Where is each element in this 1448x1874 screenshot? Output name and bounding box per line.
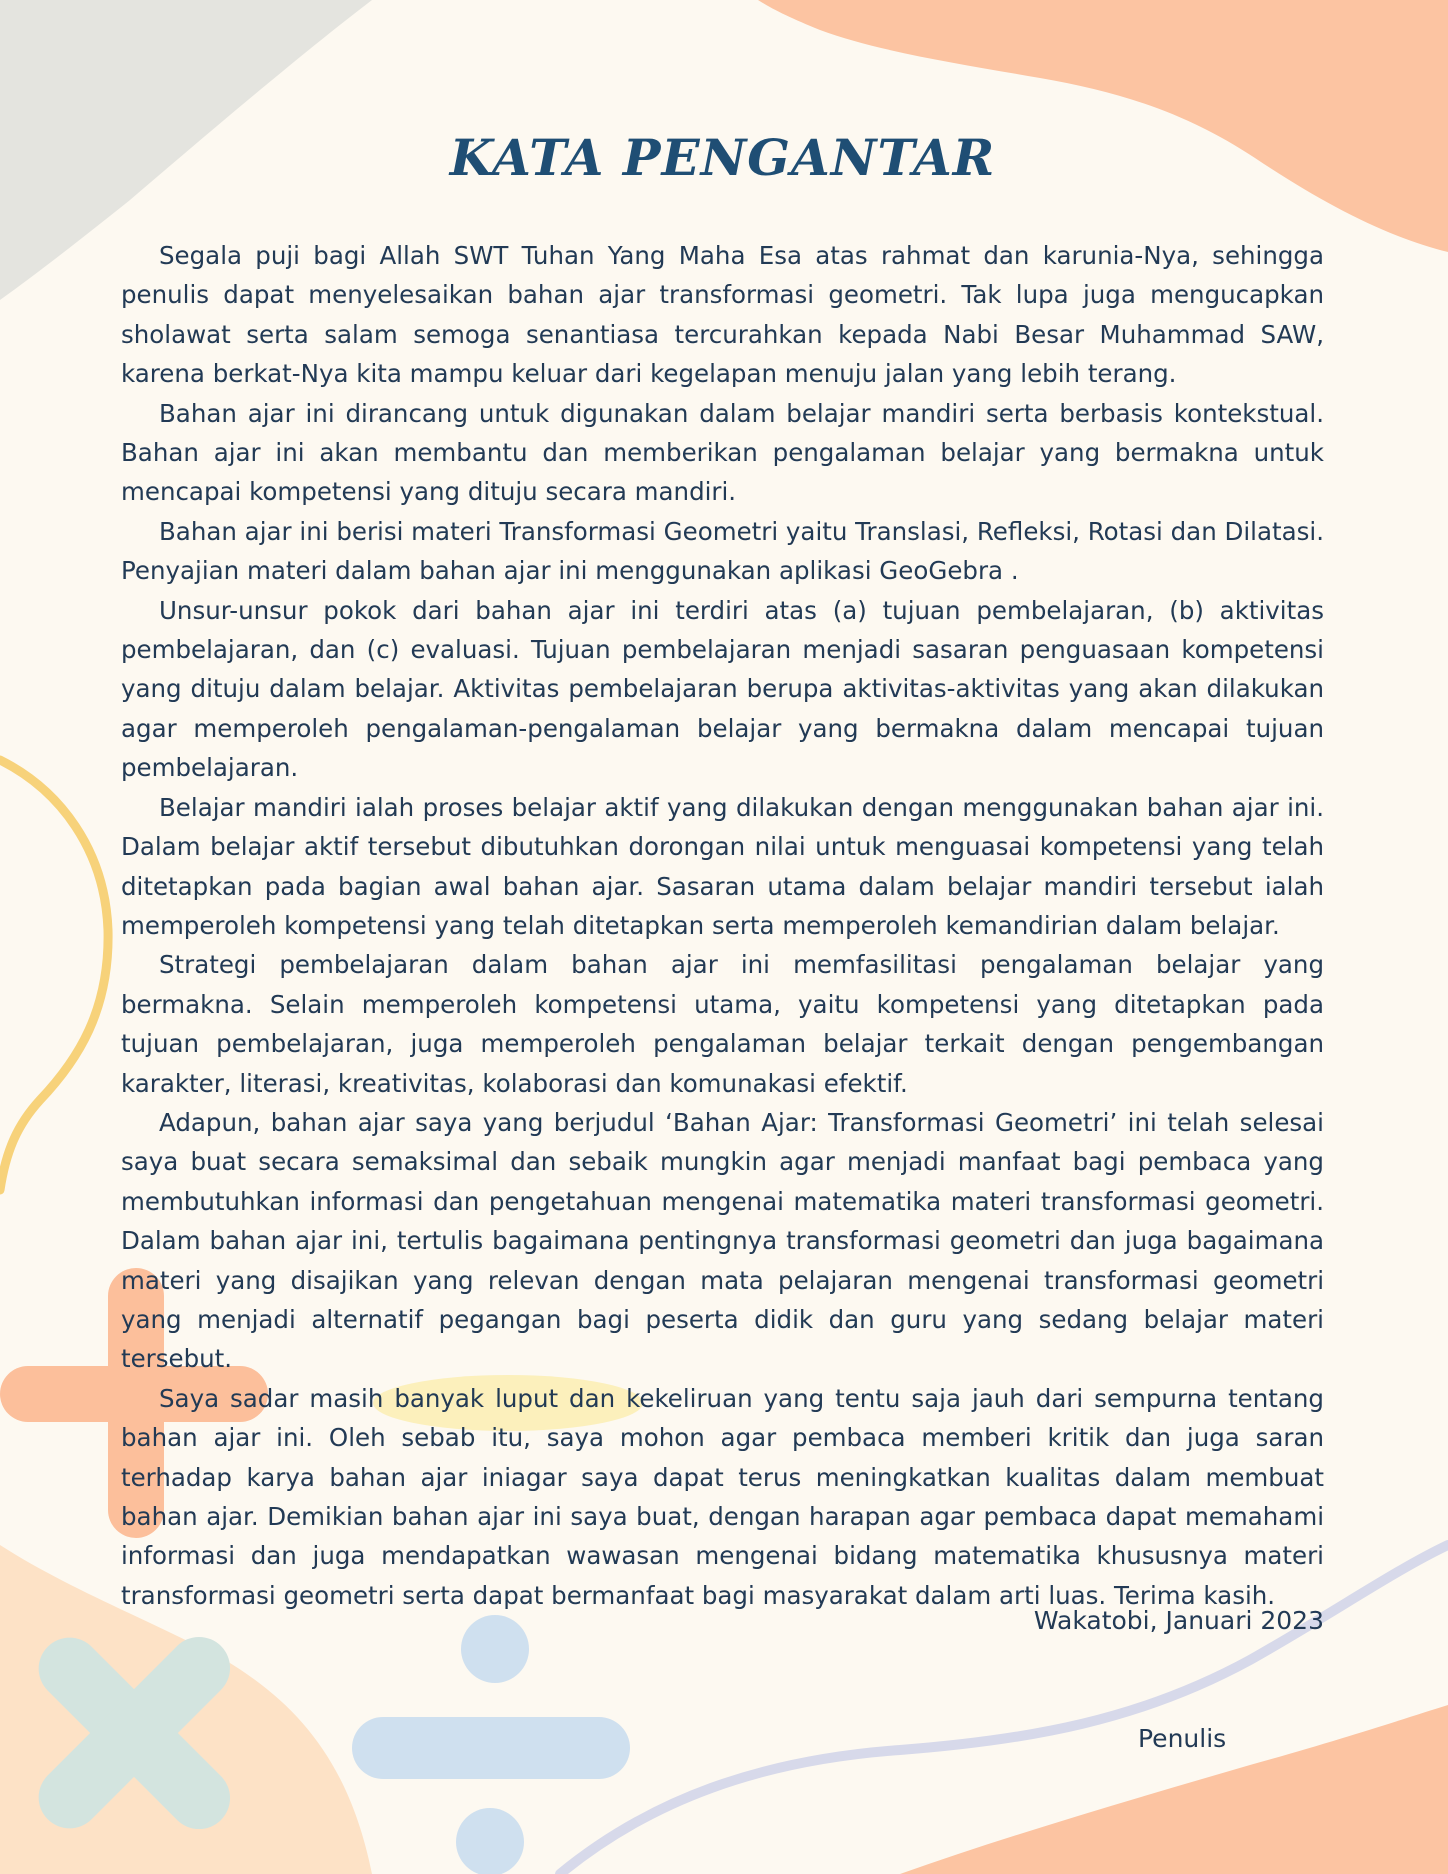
paragraph: Adapun, bahan ajar saya yang berjudul ‘Bahan Ajar: Transformasi Geometri’ ini telah selesai saya buat secara semaksimal dan sebaik mungkin agar menjadi manfaat bagi pembaca yang membutuhkan informasi dan pengetahuan mengenai matematika materi transformasi geometri. Dalam bahan ajar ini, tertulis bagaimana pentingnya transformasi geometri dan juga bagaimana materi yang disajikan yang relevan dengan mata pelajaran mengenai transformasi geometri yang menjadi alternatif pegangan bagi peserta didik dan guru yang sedang belajar materi tersebut. xyxy=(121,1107,1324,1374)
division-dot-bottom xyxy=(456,1808,524,1874)
paragraph: Belajar mandiri ialah proses belajar aktif yang dilakukan dengan menggunakan bahan ajar ini. Dalam belajar aktif tersebut dibutuhkan dorongan nilai untuk menguasai kompetensi yang telah ditetapkan pada bagian awal bahan ajar. Sasaran utama dalam belajar mandiri tersebut ialah memperoleh kompetensi yang telah ditetapkan serta memperoleh kemandirian dalam belajar. xyxy=(121,792,1324,940)
division-bar xyxy=(352,1717,630,1779)
paragraph: Segala puji bagi Allah SWT Tuhan Yang Maha Esa atas rahmat dan karunia-Nya, sehingga penulis dapat menyelesaikan bahan ajar transformasi geometri. Tak lupa juga mengucapkan sholawat serta salam semoga senantiasa tercurahkan kepada Nabi Besar Muhammad SAW, karena berkat-Nya kita mampu keluar dari kegelapan menuju jalan yang lebih terang. xyxy=(121,241,1324,389)
place-date: Wakatobi, Januari 2023 xyxy=(1033,1606,1324,1635)
paragraph: Strategi pembelajaran dalam bahan ajar ini memfasilitasi pengalaman belajar yang bermakna. Selain memperoleh kompetensi utama, yaitu kompetensi yang ditetapkan pada tujuan pembelajaran, juga memperoleh pengalaman belajar terkait dengan pengembangan karakter, literasi, kreativitas, kolaborasi dan komunakasi efektif. xyxy=(121,950,1324,1098)
author-signature: Penulis xyxy=(1138,1724,1227,1753)
paragraph: Unsur-unsur pokok dari bahan ajar ini terdiri atas (a) tujuan pembelajaran, (b) aktivitas pembelajaran, dan (c) evaluasi. Tujuan pembelajaran menjadi sasaran penguasaan kompetensi yang dituju dalam belajar. Aktivitas pembelajaran berupa aktivitas-aktivitas yang akan dilakukan agar memperoleh pengalaman-pengalaman belajar yang bermakna dalam mencapai tujuan pembelajaran. xyxy=(121,595,1324,783)
peach-blob-top-right xyxy=(758,0,1448,252)
body-text xyxy=(121,236,1324,1615)
paragraph: Bahan ajar ini berisi materi Transformasi Geometri yaitu Translasi, Refleksi, Rotasi dan Dilatasi. Penyajian materi dalam bahan ajar ini menggunakan aplikasi GeoGebra . xyxy=(121,516,1324,586)
yellow-curve-shape xyxy=(0,760,108,1190)
paragraph: Bahan ajar ini dirancang untuk digunakan dalam belajar mandiri serta berbasis kontekstual. Bahan ajar ini akan membantu dan memberikan pengalaman belajar yang bermakna untuk mencapai kompetensi yang dituju secara mandiri. xyxy=(121,398,1324,507)
page-title: KATA PENGANTAR xyxy=(449,128,996,187)
paragraph: Saya sadar masih banyak luput dan kekeliruan yang tentu saja jauh dari sempurna tentang bahan ajar ini. Oleh sebab itu, saya mohon agar pembaca memberi kritik dan juga saran terhadap karya bahan ajar iniagar saya dapat terus meningkatkan kualitas dalam membuat bahan ajar. Demikian bahan ajar ini saya buat, dengan harapan agar pembaca dapat memahami informasi dan juga mendapatkan wawasan mengenai bidang matematika khususnya materi transformasi geometri serta dapat bermanfaat bagi masyarakat dalam arti luas. Terima kasih. xyxy=(121,1383,1324,1610)
division-dot-top xyxy=(461,1615,529,1683)
